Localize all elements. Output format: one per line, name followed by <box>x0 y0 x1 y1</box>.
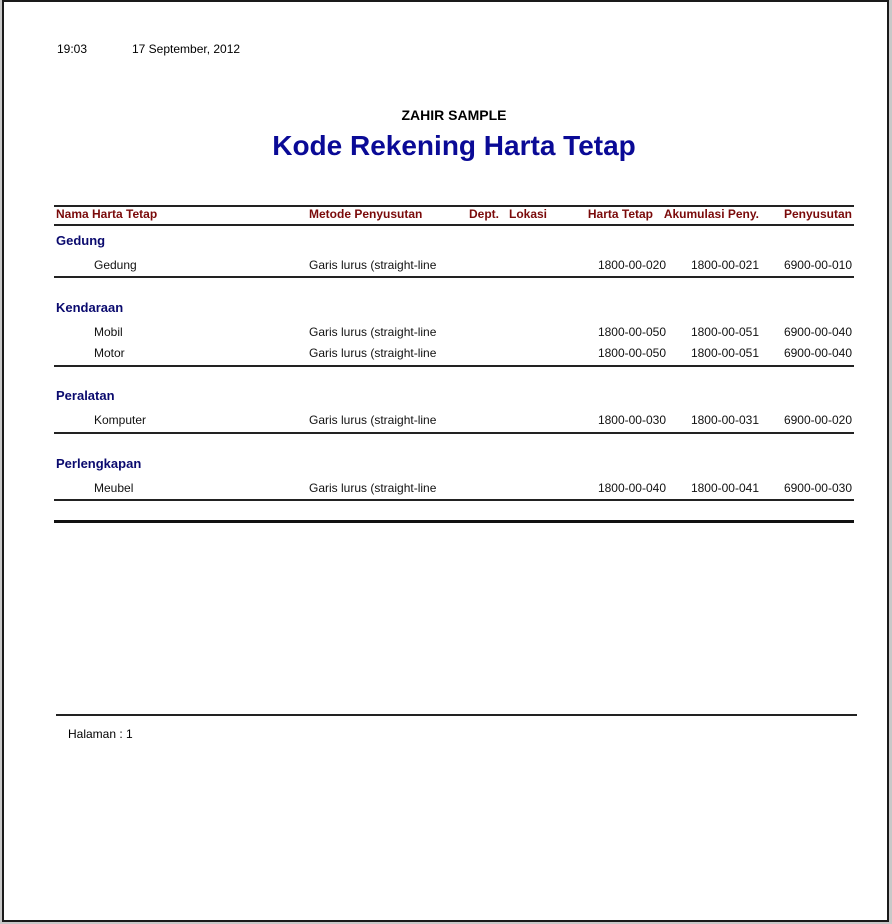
cell-metode: Garis lurus (straight-line <box>309 258 437 272</box>
cell-penyusutan: 6900-00-040 <box>783 346 852 360</box>
cell-akumulasi: 1800-00-021 <box>690 258 759 272</box>
cell-penyusutan: 6900-00-010 <box>783 258 852 272</box>
cell-metode: Garis lurus (straight-line <box>309 481 437 495</box>
cell-harta: 1800-00-020 <box>597 258 666 272</box>
col-dept: Dept. <box>469 207 499 221</box>
cell-akumulasi: 1800-00-051 <box>690 346 759 360</box>
cell-harta: 1800-00-050 <box>597 346 666 360</box>
group-rule <box>54 365 854 367</box>
cell-akumulasi: 1800-00-041 <box>690 481 759 495</box>
group-title: Perlengkapan <box>56 456 142 471</box>
cell-penyusutan: 6900-00-030 <box>783 481 852 495</box>
report-end-rule <box>54 520 854 523</box>
col-lokasi: Lokasi <box>509 207 548 221</box>
cell-nama: Meubel <box>94 481 134 495</box>
print-time: 19:03 <box>57 42 88 56</box>
footer-rule <box>56 714 857 716</box>
cell-harta: 1800-00-040 <box>597 481 666 495</box>
cell-nama: Motor <box>94 346 125 360</box>
cell-akumulasi: 1800-00-031 <box>690 413 759 427</box>
cell-metode: Garis lurus (straight-line <box>309 346 437 360</box>
col-nama-harta-tetap: Nama Harta Tetap <box>56 207 158 221</box>
cell-penyusutan: 6900-00-040 <box>783 325 852 339</box>
col-akumulasi-peny: Akumulasi Peny. <box>663 207 759 221</box>
page-number: Halaman : 1 <box>68 727 133 741</box>
cell-akumulasi: 1800-00-051 <box>690 325 759 339</box>
cell-harta: 1800-00-050 <box>597 325 666 339</box>
report-title: Kode Rekening Harta Tetap <box>272 130 636 161</box>
col-harta-tetap: Harta Tetap <box>587 207 653 221</box>
group-title: Peralatan <box>56 388 115 403</box>
group-rule <box>54 432 854 434</box>
cell-nama: Gedung <box>94 258 137 272</box>
cell-metode: Garis lurus (straight-line <box>309 325 437 339</box>
header-bottom-rule <box>54 224 854 226</box>
frame-top-border <box>2 0 890 2</box>
group-rule <box>54 276 854 278</box>
print-date: 17 September, 2012 <box>132 42 241 56</box>
cell-harta: 1800-00-030 <box>597 413 666 427</box>
group-title: Gedung <box>56 233 106 248</box>
cell-metode: Garis lurus (straight-line <box>309 413 437 427</box>
cell-nama: Komputer <box>94 413 147 427</box>
cell-penyusutan: 6900-00-020 <box>783 413 852 427</box>
cell-nama: Mobil <box>94 325 123 339</box>
group-rule <box>54 499 854 501</box>
col-penyusutan: Penyusutan <box>783 207 852 221</box>
col-metode-penyusutan: Metode Penyusutan <box>309 207 423 221</box>
company-name: ZAHIR SAMPLE <box>401 107 507 123</box>
group-title: Kendaraan <box>56 300 124 315</box>
